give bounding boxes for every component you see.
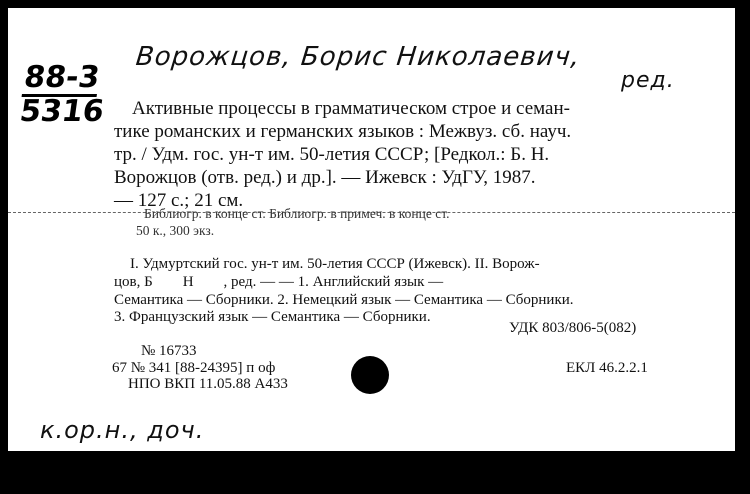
record-number: № 16733 [141, 343, 197, 359]
handwritten-role: ред. [621, 68, 675, 93]
title-line-4: Ворожцов (отв. ред.) и др.]. — Ижевск : УдГУ, 1987. [114, 167, 536, 188]
order-line: 67 № 341 [88-24395] п оф [112, 360, 276, 376]
ekl-code: ЕКЛ 46.2.2.1 [566, 360, 648, 376]
notes-line-2: 50 к., 300 экз. [136, 223, 215, 238]
tracings-line-3: Семантика — Сборники. 2. Немецкий язык — Семантика — Сборники. [114, 292, 574, 308]
tracings-line-1: I. Удмуртский гос. ун-т им. 50-летия СССР (Ижевск). II. Ворож- [130, 256, 540, 272]
title-line-5: — 127 с.; 21 см. [114, 190, 244, 211]
title-line-3: тр. / Удм. гос. ун-т им. 50-летия СССР; [Редкол.: Б. Н. [114, 144, 550, 165]
handwritten-footer: к.ор.н., доч. [40, 416, 205, 444]
shelfmark-top: 88-3 [21, 60, 102, 95]
catalog-card [8, 8, 735, 451]
shelfmark-bottom: 5316 [17, 94, 107, 129]
notes-line-1: Библиогр. в конце ст. Библиогр. в примеч. в конце ст. [144, 206, 450, 221]
udc-code: УДК 803/806-5(082) [509, 320, 637, 336]
title-line-2: тике романских и германских языков : Межвуз. сб. науч. [114, 121, 572, 142]
title-line-1: Активные процессы в грамматическом строе и семан- [132, 98, 570, 119]
publisher-line: НПО ВКП 11.05.88 А433 [128, 376, 288, 392]
handwritten-author: Ворожцов, Борис Николаевич, [134, 42, 582, 72]
tracings-line-4: 3. Французский язык — Семантика — Сборники. [114, 309, 431, 325]
tracings-line-2: цов, Б Н , ред. — — 1. Английский язык — [114, 274, 444, 290]
punch-hole [351, 356, 389, 394]
